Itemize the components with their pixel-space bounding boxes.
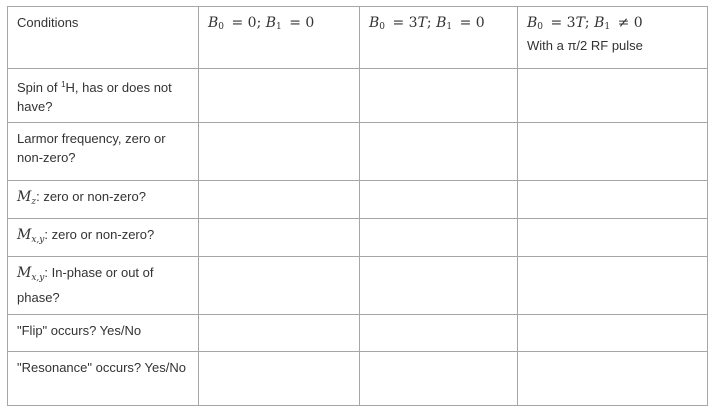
table-row: [8, 257, 708, 315]
answer-cell[interactable]: [360, 352, 518, 406]
answer-cell[interactable]: [199, 315, 360, 352]
answer-cell[interactable]: [518, 352, 708, 406]
answer-cell[interactable]: [360, 181, 518, 219]
row-label-larmor: Larmor frequency, zero or non-zero?: [8, 123, 199, 181]
row-label-spin: Spin of $^1$H, has or does not have?: [8, 69, 199, 123]
row-label-mxy-zero: $M_{x,y}$: zero or non-zero?: [8, 219, 199, 257]
formula-b0-zero-b1-zero: $B_0 = 0$; $B_1 = 0$: [208, 15, 315, 32]
row-label-resonance: "Resonance" occurs? Yes/No: [8, 352, 199, 406]
row-label-mxy-phase: $M_{x,y}$: In-phase or out of phase?: [8, 257, 199, 315]
answer-cell[interactable]: [199, 123, 360, 181]
table-row: [8, 69, 708, 123]
header-b0-3t-b1-zero: [360, 7, 518, 69]
answer-cell[interactable]: [199, 69, 360, 123]
rf-pulse-note: With a π/2 RF pulse: [527, 38, 643, 53]
answer-cell[interactable]: [360, 123, 518, 181]
answer-cell[interactable]: [360, 219, 518, 257]
header-row: [8, 7, 708, 69]
header-b0-3t-b1-nonzero: [518, 7, 708, 69]
answer-cell[interactable]: [199, 352, 360, 406]
answer-cell[interactable]: [518, 315, 708, 352]
table-row: [8, 123, 708, 181]
answer-cell[interactable]: [199, 257, 360, 315]
table-row: [8, 181, 708, 219]
row-label-mz: $M_z$: zero or non-zero?: [8, 181, 199, 219]
table-row: [8, 352, 708, 406]
conditions-label: Conditions: [17, 15, 79, 30]
answer-cell[interactable]: [518, 69, 708, 123]
table-row: [8, 315, 708, 352]
answer-cell[interactable]: [199, 181, 360, 219]
conditions-header: [8, 7, 199, 69]
answer-cell[interactable]: [199, 219, 360, 257]
formula-b0-3t-b1-zero: $B_0 = 3T$; $B_1 = 0$: [369, 15, 485, 32]
answer-cell[interactable]: [518, 181, 708, 219]
answer-cell[interactable]: [518, 123, 708, 181]
header-b0-zero-b1-zero: [199, 7, 360, 69]
answer-cell[interactable]: [518, 257, 708, 315]
conditions-table: [7, 6, 708, 406]
answer-cell[interactable]: [360, 315, 518, 352]
formula-b0-3t-b1-nonzero: $B_0 = 3T$; $B_1 \ne 0$: [527, 15, 643, 32]
answer-cell[interactable]: [360, 69, 518, 123]
table-row: [8, 219, 708, 257]
row-label-flip: "Flip" occurs? Yes/No: [8, 315, 199, 352]
answer-cell[interactable]: [360, 257, 518, 315]
answer-cell[interactable]: [518, 219, 708, 257]
